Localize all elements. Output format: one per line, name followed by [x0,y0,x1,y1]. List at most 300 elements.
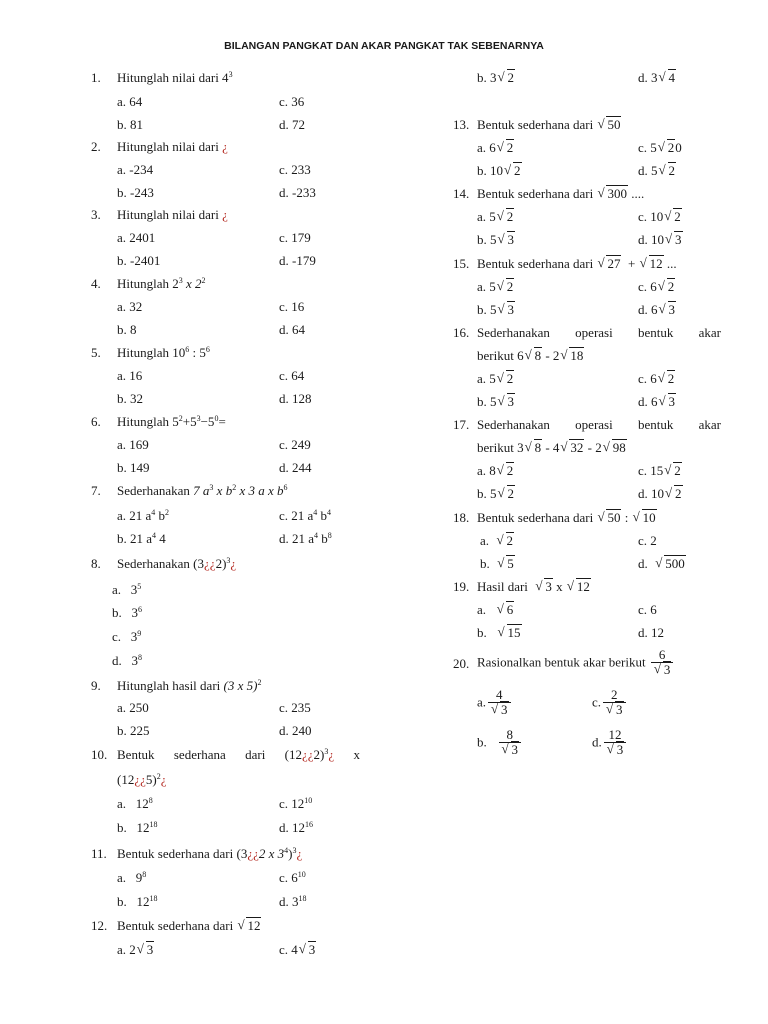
exponent: 8 [148,796,153,805]
option-letter: a. [477,602,487,617]
question-number: 13. [453,117,470,132]
fraction [499,728,522,757]
question-text: Bentuk sederhana dari [477,186,597,201]
radicand: 3 [507,302,514,317]
radicand: 50 [607,510,621,525]
option-c[interactable]: c. 179 [279,230,311,245]
option-d[interactable] [638,556,686,572]
encoding-error-glyph: ¿ [328,747,335,762]
radicand: 5 [507,556,514,571]
option-text: 12 [135,796,149,811]
option-text: d. 6 [638,394,658,409]
option-c[interactable]: c. 249 [279,437,311,452]
option-b[interactable] [477,163,522,179]
option-text: d. 10 [638,232,664,247]
question-text: berikut 6 [477,348,524,363]
option-text: a. 5 [477,279,496,294]
radicand: 3 [616,742,624,757]
sqrt [137,942,155,958]
question-text: bentuk [637,325,674,340]
option-a[interactable] [477,209,514,225]
option-a[interactable]: a. 64 [117,94,143,109]
sqrt [560,440,584,456]
radicand: 500 [665,556,685,571]
sqrt [498,302,516,318]
option-text: b. 5 [477,302,497,317]
radicand: 2 [506,279,514,294]
radicand: 3 [675,232,682,247]
radicand: 18 [570,348,584,363]
option-letter: b. [477,734,487,750]
exponent: 18 [149,894,158,903]
sqrt [606,703,624,717]
option-a[interactable] [117,942,154,958]
option-a[interactable] [477,463,514,479]
sqrt [504,163,522,179]
question-number: 16. [453,325,470,340]
option-d[interactable]: d. 240 [279,723,312,738]
sqrt [567,579,591,595]
option-d[interactable] [638,70,676,86]
option-text: b [318,531,328,546]
question-text: akar [698,325,721,340]
numerator: 6 [651,648,674,663]
option-c[interactable] [638,140,682,156]
question-text: ) [288,846,293,861]
option-a[interactable]: a. 2401 [117,230,156,245]
encoding-error-glyph: ¿ [222,139,228,154]
option-b[interactable]: b. -243 [117,185,154,200]
encoding-error-glyph: ¿ [222,207,228,222]
exponent: 3 [228,70,233,79]
question-text: : [621,510,632,525]
option-c[interactable]: c. 235 [279,700,311,715]
option-c[interactable]: c. 16 [279,299,305,314]
question-number: 11. [91,846,107,861]
radicand: 15 [507,625,521,640]
option-d[interactable]: d. -233 [279,185,316,200]
exponent: 0 [214,414,219,423]
question-text: x b [213,483,233,498]
option-a[interactable] [117,870,146,886]
option-b[interactable] [112,605,142,621]
option-letter: b. [117,820,127,835]
exponent: 6 [205,345,210,354]
option-b[interactable] [480,556,515,572]
option-text: c. 6 [638,371,657,386]
denominator [488,703,511,717]
exponent: 4 [152,531,157,540]
question-text: bentuk [637,417,674,432]
option-text: 4 [156,531,166,546]
sqrt [491,703,509,717]
question-text: sederhana [173,747,226,762]
sqrt [658,140,676,156]
sqrt [498,625,522,641]
exponent: 2 [156,772,161,781]
exponent: 2 [232,483,237,492]
sqrt [665,232,683,248]
option-a[interactable] [477,602,514,618]
exponent: 3 [226,556,231,565]
radicand: 2 [667,140,675,155]
option-a[interactable]: a. 250 [117,700,149,715]
option-b[interactable] [477,728,523,757]
option-b[interactable]: b. 8 [117,322,137,337]
option-c[interactable] [592,688,628,717]
question-number: 20. [453,656,470,671]
option-text: d. 5 [638,163,658,178]
option-text: c. 15 [638,463,664,478]
radicand: 300 [607,186,627,201]
option-c[interactable]: c. 233 [279,162,311,177]
option-letter: c. [112,629,122,644]
option-d[interactable] [112,653,142,669]
sqrt [498,232,516,248]
encoding-error-glyph: ¿¿ [301,747,314,762]
sqrt [498,486,516,502]
option-text: 9 [135,870,143,885]
option-d[interactable] [592,728,628,757]
radicand: 10 [642,510,656,525]
option-c[interactable] [638,371,675,387]
sqrt [658,371,676,387]
exponent: 6 [138,605,142,614]
option-text: c. 5 [638,140,657,155]
sqrt [659,302,677,318]
radicand: 2 [506,533,514,548]
question-number: 1. [91,70,101,85]
option-a[interactable]: a. 32 [117,299,143,314]
option-text: 12 [136,894,150,909]
question-number: 18. [453,510,470,525]
question-text: x [552,579,566,594]
question-text: operasi [575,417,613,432]
option-d[interactable]: d. 72 [279,117,305,132]
option-d[interactable] [279,894,307,910]
question-17 [477,417,721,433]
option-d[interactable] [638,163,676,179]
question-number: 8. [91,556,101,571]
encoding-error-glyph: ¿ [160,772,167,787]
option-c[interactable] [638,209,682,225]
option-text: b. 5 [477,232,497,247]
radicand: 3 [507,232,514,247]
question-text: Bentuk sederhana dari [117,918,237,933]
question-text: .... [627,186,645,201]
radicand: 3 [501,702,508,717]
sqrt [607,743,625,757]
exponent: 2 [257,678,262,687]
option-text: d. 12 [279,820,305,835]
question-text: 2) [313,747,325,762]
option-text: c. 6 [638,279,657,294]
sqrt [237,918,261,934]
question-text: −5 [200,414,215,429]
radicand: 3 [507,394,514,409]
question-number: 19. [453,579,470,594]
sqrt [665,486,683,502]
option-d[interactable] [279,820,313,836]
radicand: 12 [649,256,663,271]
radicand: 2 [507,486,514,501]
option-b[interactable]: b. 81 [117,117,143,132]
radicand: 2 [667,279,675,294]
fraction [488,688,511,717]
option-d[interactable]: d. 64 [279,322,305,337]
option-b[interactable] [477,486,515,502]
option-c[interactable]: c. 2 [638,533,657,548]
option-text: b. 3 [477,70,497,85]
question-text: (3 [193,556,205,571]
question-text: Hitunglah 5 [117,414,179,429]
option-b[interactable] [117,820,158,836]
option-d[interactable] [638,486,683,502]
option-b[interactable]: b. 32 [117,391,143,406]
option-a[interactable] [477,688,513,717]
option-d[interactable]: d. 244 [279,460,312,475]
radicand: 3 [616,702,623,717]
option-letter: d. [638,556,648,571]
option-c[interactable]: c. 6 [638,602,657,617]
option-a[interactable]: a. -234 [117,162,154,177]
question-text: - 2 [584,440,602,455]
question-text: x 2 [182,276,202,291]
exponent: 10 [297,870,306,879]
option-a[interactable] [117,508,169,524]
sqrt [640,256,664,272]
exponent: 4 [313,508,318,517]
option-c[interactable] [279,796,312,812]
option-text: 3 [131,605,138,620]
option-a[interactable] [480,533,514,549]
question-text: Hitunglah 10 [117,345,186,360]
option-b[interactable]: b. -2401 [117,253,161,268]
question-text: - 4 [542,440,560,455]
question-text: Bentuk sederhana dari [477,510,597,525]
option-a[interactable] [477,371,514,387]
radicand: 2 [667,371,675,386]
question-10 [117,747,360,763]
question-text: (3 [236,846,248,861]
option-text: a. 8 [477,463,496,478]
radicand: 8 [534,348,542,363]
option-c[interactable] [638,463,682,479]
question-text: Sederhanakan [117,556,194,571]
option-text: c. 21 a [279,508,314,523]
option-text: b. 5 [477,486,497,501]
encoding-error-glyph: ¿ [296,846,303,861]
option-a[interactable]: a. 169 [117,437,149,452]
option-b[interactable] [477,394,515,410]
option-letter: a. [117,870,127,885]
option-d[interactable]: d. 12 [638,625,664,640]
exponent: 5 [137,582,142,591]
option-a[interactable] [477,140,514,156]
option-text: b. 10 [477,163,503,178]
option-text: 3 [130,582,138,597]
radicand: 2 [506,140,514,155]
question-text: + [621,256,639,271]
sqrt [597,117,621,133]
sqrt [654,663,672,677]
option-c[interactable] [279,942,316,958]
page-title: BILANGAN PANGKAT DAN AKAR PANGKAT TAK SEBENARNYA [224,40,544,52]
question-text: Bentuk sederhana dari [477,256,597,271]
question-text: Rasionalkan bentuk akar berikut [477,654,649,670]
option-a[interactable] [117,796,153,812]
radicand: 8 [534,440,542,455]
fraction [651,648,674,677]
option-b[interactable] [477,302,515,318]
exponent: 4 [284,846,289,855]
option-b[interactable] [477,625,522,641]
option-b[interactable] [477,70,515,86]
option-text: b [317,508,328,523]
option-c[interactable] [279,870,306,886]
fraction [603,688,626,717]
option-c[interactable]: c. 36 [279,94,305,109]
option-b[interactable]: b. 225 [117,723,150,738]
radicand: 3 [668,302,675,317]
radicand: 2 [506,463,514,478]
numerator: 2 [603,688,626,703]
question-text: 5) [145,772,157,787]
option-a[interactable] [477,279,514,295]
question-10-line-2 [117,772,167,788]
question-text: x 3 a x b [236,483,284,498]
question-text: Hitunglah nilai dari [117,207,223,222]
exponent: 6 [185,345,190,354]
option-text: d. 3 [638,70,658,85]
radicand: 3 [663,662,671,677]
radicand: 4 [668,70,675,85]
option-d[interactable] [279,531,332,547]
option-text: c. 12 [279,796,305,811]
radicand: 27 [607,256,621,271]
option-text: a. 21 a [117,508,152,523]
sqrt [497,556,515,572]
option-text: 0 [675,140,682,155]
option-d[interactable]: d. 128 [279,391,312,406]
radicand: 2 [674,463,681,478]
fraction [604,728,627,757]
exponent: 8 [327,531,332,540]
sqrt [659,394,677,410]
option-b[interactable]: b. 149 [117,460,150,475]
exponent: 6 [283,483,288,492]
sqrt [535,579,553,595]
option-text: b [155,508,166,523]
exponent: 2 [165,508,170,517]
option-letter: b. [117,894,127,909]
option-letter: a. [112,582,122,597]
radicand: 2 [674,209,681,224]
option-c[interactable] [638,279,675,295]
question-text: Hitunglah hasil dari [117,678,224,693]
sqrt [597,256,621,272]
sqrt [560,348,584,364]
option-d[interactable]: d. -179 [279,253,316,268]
question-text: Bentuk sederhana dari [477,117,597,132]
question-number: 5. [91,345,101,360]
question-text: x [353,747,360,762]
question-text: Bentuk sederhana dari [117,846,237,861]
denominator [651,663,674,677]
option-c[interactable]: c. 64 [279,368,305,383]
question-text: (3 x 5) [223,678,258,693]
question-17-line-2 [477,440,627,456]
exponent: 4 [314,531,319,540]
option-d[interactable] [638,232,683,248]
question-text: Hitunglah nilai dari 4 [117,70,229,85]
exponent: 2 [201,276,206,285]
exponent: 3 [324,747,329,756]
question-text: 2 x 3 [258,846,285,861]
sqrt [525,440,543,456]
option-c[interactable] [279,508,331,524]
question-number: 9. [91,678,101,693]
radicand: 3 [308,942,316,957]
option-a[interactable]: a. 16 [117,368,143,383]
option-text: d. 3 [279,894,299,909]
option-d[interactable] [638,394,676,410]
sqrt [497,533,515,549]
option-letter: a. [117,796,127,811]
option-letter: a. [480,533,490,548]
option-d[interactable] [638,302,676,318]
sqrt [659,163,677,179]
sqrt [633,510,657,526]
question-16-line-2 [477,348,584,364]
option-text: d. 6 [638,302,658,317]
exponent: 18 [149,820,158,829]
question-16 [477,325,721,341]
option-c[interactable] [112,629,141,645]
question-number: 14. [453,186,470,201]
numerator: 8 [499,728,522,743]
radicand: 98 [612,440,626,455]
option-b[interactable] [117,894,158,910]
radicand: 2 [507,70,514,85]
radicand: 3 [668,394,675,409]
exponent: 4 [151,508,156,517]
question-number: 12. [91,918,108,933]
sqrt [497,463,515,479]
exponent: 16 [305,820,313,829]
option-b[interactable] [117,531,166,547]
question-number: 10. [91,747,108,762]
question-text: (12 [284,747,302,762]
encoding-error-glyph: ¿¿ [134,772,146,787]
sqrt [502,743,520,757]
option-text: b. 5 [477,394,497,409]
question-number: 17. [453,417,470,432]
exponent: 3 [196,414,201,423]
sqrt [498,70,516,86]
sqrt [664,209,682,225]
question-text: operasi [575,325,613,340]
option-letter: b. [477,625,487,640]
radicand: 32 [570,440,584,455]
question-text: 2) [215,556,227,571]
question-number: 7. [91,483,101,498]
question-number: 2. [91,139,101,154]
question-text: Sederhanakan [117,483,194,498]
question-text: dari [245,747,266,762]
option-a[interactable] [112,582,141,598]
option-b[interactable] [477,232,515,248]
